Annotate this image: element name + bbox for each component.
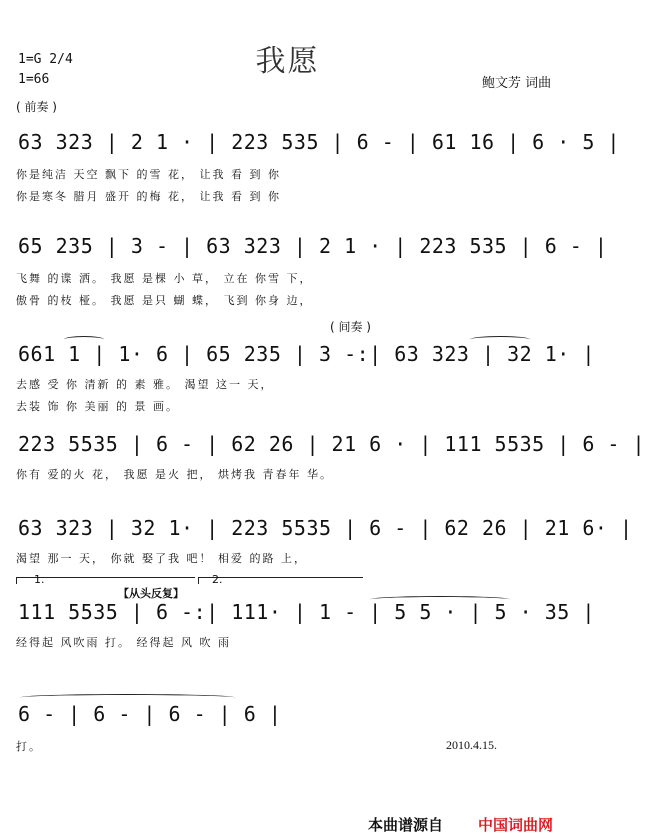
volta-bracket-2: [198, 577, 363, 584]
lyric-row-6: 经得起 风吹雨 打。 经得起 风 吹 雨: [16, 636, 231, 649]
lyric-row-7: 打。: [16, 740, 42, 753]
tie-arc: [20, 694, 235, 701]
key-signature: 1=G 2/4: [18, 52, 73, 67]
notation-row-7: 6 - | 6 - | 6 - | 6 |: [18, 702, 282, 726]
lyric-row-5: 渴望 那一 天， 你就 娶了我 吧！ 相爱 的路 上，: [16, 552, 307, 565]
repeat-instruction: 【从头反复】: [118, 587, 184, 600]
lyric-row-2-verse-2: 傲骨 的枝 桠。 我愿 是只 蝴 蝶， 飞到 你身 边，: [16, 294, 313, 307]
lyric-row-4: 你有 爱的火 花， 我愿 是火 把， 烘烤我 青春年 华。: [16, 468, 333, 481]
notation-row-1: 63 323 | 2 1 · | 223 535 | 6 - | 61 16 | 6 · 5 |: [18, 130, 620, 154]
volta-1-label: 1.: [34, 573, 45, 586]
lyric-row-1-verse-1: 你是纯洁 天空 飘下 的雪 花， 让我 看 到 你: [16, 168, 281, 181]
lyric-row-1-verse-2: 你是寒冬 腊月 盛开 的梅 花， 让我 看 到 你: [16, 190, 281, 203]
lyric-row-3-verse-2: 去装 饰 你 美丽 的 景 画。: [16, 400, 179, 413]
notation-row-5: 63 323 | 32 1· | 223 5535 | 6 - | 62 26 | 21 6· |: [18, 516, 633, 540]
footer-site-link[interactable]: 中国词曲网: [478, 816, 554, 834]
notation-row-6: 111 5535 | 6 -:| 111· | 1 - | 5 5 · | 5 · 35 |: [18, 600, 595, 624]
prelude-marking: ( 前奏 ): [16, 100, 57, 114]
footer-source-label: 本曲谱源自: [368, 816, 444, 834]
notation-row-3: 661 1 | 1· 6 | 65 235 | 3 -:| 63 323 | 32 1· |: [18, 342, 595, 366]
composition-date: 2010.4.15.: [446, 738, 497, 752]
notation-row-4: 223 5535 | 6 - | 62 26 | 21 6 · | 111 5535 | 6 - |: [18, 432, 645, 456]
notation-row-2: 65 235 | 3 - | 63 323 | 2 1 · | 223 535 | 6 - |: [18, 234, 608, 258]
song-title: 我愿: [255, 44, 320, 79]
lyric-row-3-verse-1: 去感 受 你 清新 的 素 雅。 渴望 这一 天，: [16, 378, 274, 391]
volta-2-label: 2.: [212, 573, 223, 586]
tempo-marking: 1=66: [18, 72, 50, 87]
lyric-row-2-verse-1: 飞舞 的谍 洒。 我愿 是棵 小 草， 立在 你雪 下，: [16, 272, 313, 285]
authors-credit: 鲍文芳 词曲: [482, 76, 552, 91]
interlude-marking: ( 间奏 ): [330, 320, 371, 334]
